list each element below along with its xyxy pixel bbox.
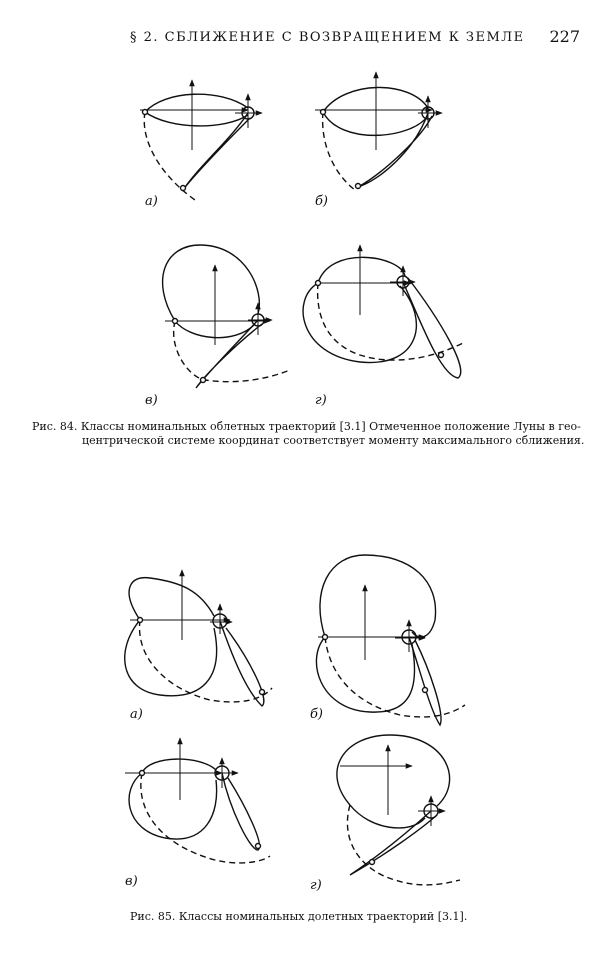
fig85-label-a: а) [130, 707, 143, 722]
page-number: 227 [549, 27, 580, 46]
fig84-label-a: а) [145, 194, 158, 209]
figure-85 [0, 550, 600, 900]
fig85-label-c: в) [125, 874, 138, 889]
fig85-caption: Рис. 85. Классы номинальных долетных траекторий [3.1]. [130, 910, 468, 923]
fig84-label-c: в) [145, 393, 158, 408]
fig84-caption-line1: Рис. 84. Классы номинальных облетных траекторий [3.1] Отмеченное положение Луны в гео- [32, 420, 581, 433]
fig85-panel-c-diagram [125, 738, 270, 863]
fig85-panel-b-diagram [316, 555, 465, 725]
figure-84 [0, 60, 600, 410]
fig84-panel-c-diagram [163, 245, 290, 388]
running-header: § 2. СБЛИЖЕНИЕ С ВОЗВРАЩЕНИЕМ К ЗЕМЛЕ [130, 30, 525, 45]
fig84-caption-line2: центрической системе координат соответствует моменту максимального сближения. [82, 434, 585, 447]
fig85-panel-d-diagram [337, 735, 460, 885]
fig84-label-d: г) [315, 393, 327, 408]
fig84-label-b: б) [315, 194, 329, 209]
fig84-panel-d-diagram [303, 245, 465, 378]
fig84-panel-a-diagram [140, 80, 262, 200]
fig85-label-b: б) [310, 707, 324, 722]
fig84-panel-b-diagram [315, 72, 442, 190]
fig85-panel-a-diagram [125, 570, 272, 706]
fig85-label-d: г) [310, 878, 322, 893]
